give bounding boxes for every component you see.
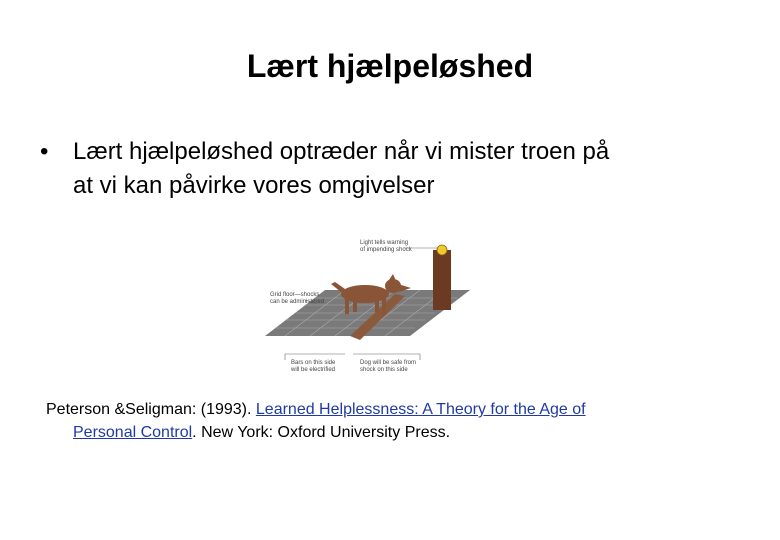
bullet-line-2: at vi kan påvirke vores omgivelser (73, 172, 435, 199)
slide-title: Lært hjælpeløshed (246, 48, 534, 84)
label-left-line-2: will be electrified (291, 367, 336, 373)
reference-line-2 (46, 421, 746, 444)
bullet-point (40, 135, 760, 203)
label-grid-line-1: Grid floor—shocks (270, 292, 320, 298)
label-grid-line-2: can be administered (270, 299, 325, 305)
reference-line-1 (46, 398, 746, 421)
shuttle-box-illustration (265, 228, 480, 380)
label-right-line-1: Dog will be safe from (360, 360, 417, 366)
reference-link-part-1[interactable]: Learned Helplessness: A Theory for the Age of (255, 401, 586, 418)
warning-light-icon (437, 245, 447, 255)
reference-citation (46, 398, 746, 444)
label-light-line-1: Light tells warning (360, 240, 409, 246)
bullet-line-1: Lært hjælpeløshed optræder når vi mister troen på (73, 138, 610, 165)
reference-suffix: . New York: Oxford University Press. (192, 424, 451, 441)
reference-prefix: Peterson &Seligman: (1993). (46, 401, 256, 418)
label-light-line-2: of impending shock (360, 247, 412, 253)
shuttle-box-svg (265, 228, 480, 380)
light-post (433, 250, 451, 310)
label-right-line-2: shock on this side (360, 367, 408, 373)
reference-link-part-2[interactable]: Personal Control (73, 424, 193, 441)
label-left-line-1: Bars on this side (291, 360, 336, 366)
bullet-icon: • (40, 138, 49, 165)
